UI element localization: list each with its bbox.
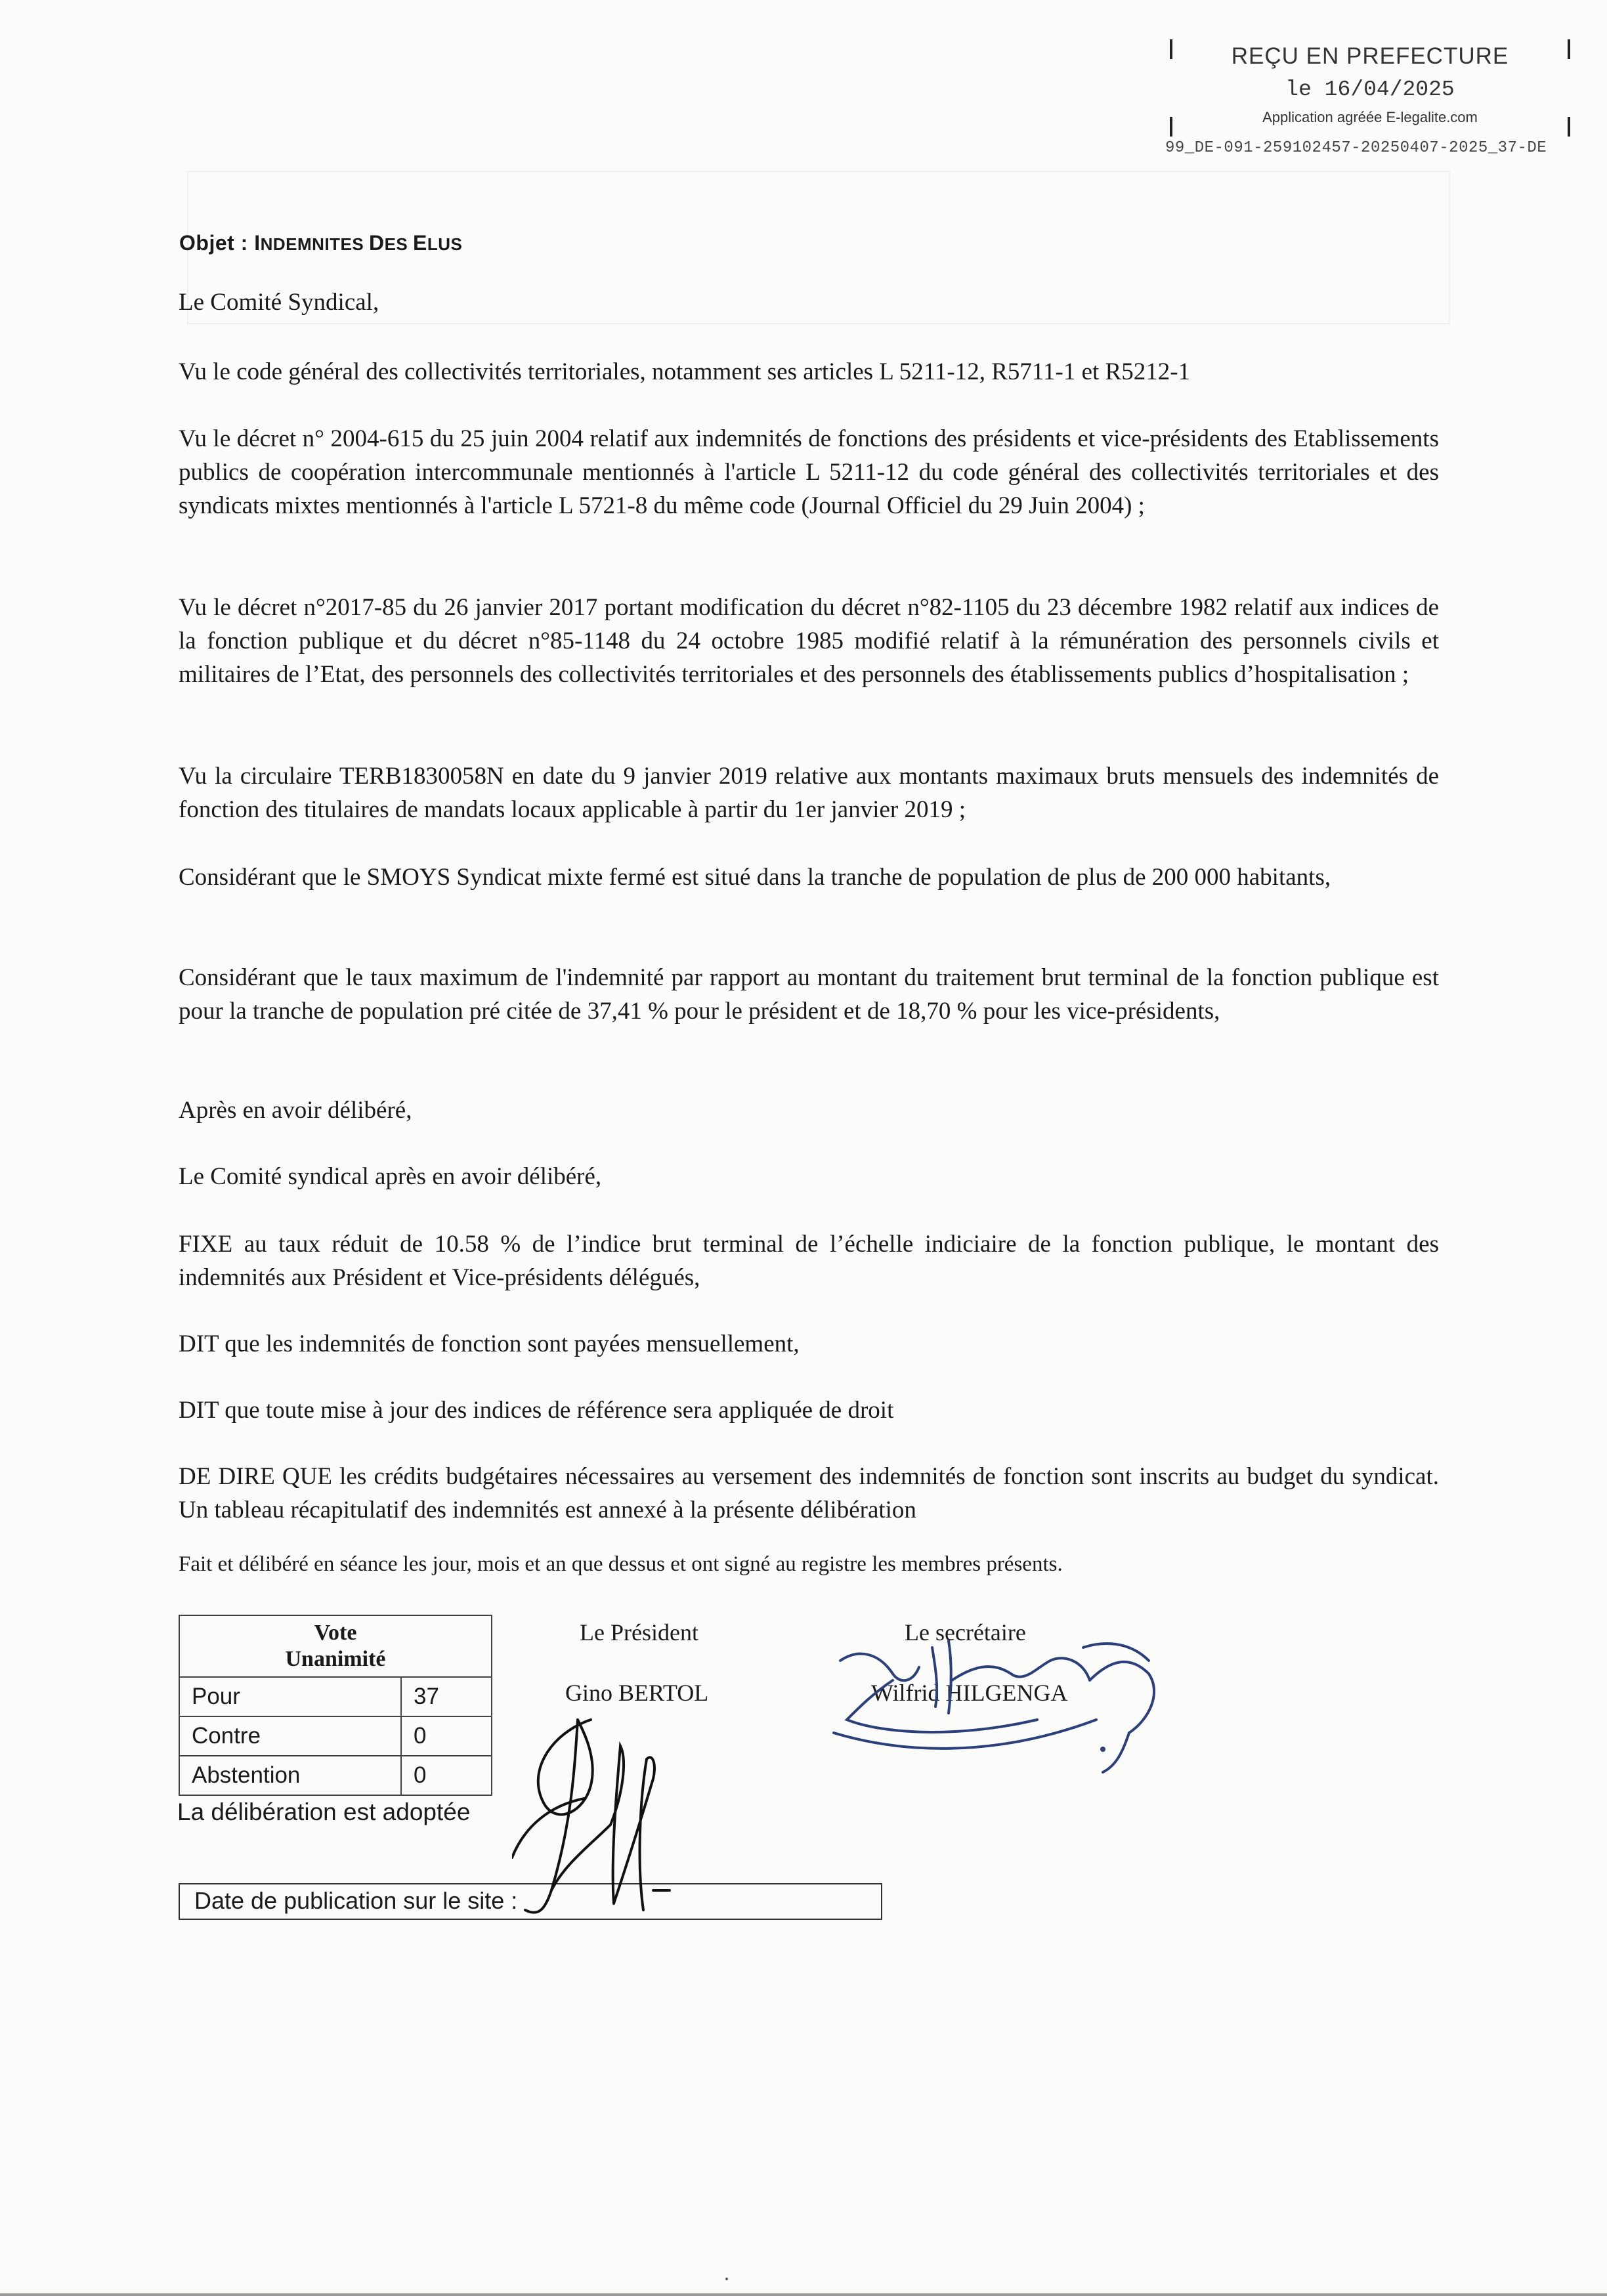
objet-prefix: Objet : (179, 231, 255, 255)
paragraph-de-dire: DE DIRE QUE les crédits budgétaires nécessaires au versement des indemnités de fonction sont inscrits au budget du syndicat. Un tableau récapitulatif des indemnités est annexé à la présente délibération (179, 1463, 1439, 1523)
vote-table (179, 1615, 492, 1796)
page-bottom-edge (0, 2293, 1607, 2296)
paragraph-vu-circulaire: Vu la circulaire TERB1830058N en date du 9 janvier 2019 relative aux montants maximaux bruts mensuels des indemnités de fonction des titulaires de mandats locaux applicable à partir du 1er janvier 2019 ; (179, 763, 1439, 823)
stamp-title: REÇU EN PREFECTURE (1231, 43, 1509, 69)
table-row (179, 1677, 492, 1716)
president-name: Gino BERTOL (565, 1680, 709, 1706)
paragraph-apres-deliberation: Après en avoir délibéré, (179, 1097, 412, 1124)
vote-value-contre: 0 (401, 1716, 492, 1756)
vote-value-pour: 37 (401, 1677, 492, 1716)
paragraph-vu-decret-2004: Vu le décret n° 2004-615 du 25 juin 2004 relatif aux indemnités de fonctions des présidents et vice-présidents des Etablissements publics de coopération intercommunale mentionnés à l'article L 5211-12 du code général des collectivités territoriales et des syndicats mixtes mentionnés à l'article L 5721-8 du même code (Journal Officiel du 29 Juin 2004) ; (179, 425, 1439, 519)
paragraph-vu-decret-2017: Vu le décret n°2017-85 du 26 janvier 2017 portant modification du décret n°82-1105 du 23 décembre 1982 relatif aux indices de la fonction publique et du décret n°85-1148 du 24 octobre 1985 modifié relatif à la rémunération des personnels civils et militaires de l’Etat, des personnels des collectivités territoriales et des personnels des établissements publics d’hospitalisation ; (179, 594, 1439, 688)
paragraph-considerant-taux: Considérant que le taux maximum de l'indemnité par rapport au montant du traitement brut terminal de la fonction publique est pour la tranche de population pré citée de 37,41 % pour le président et de 18,70 % pour les vice-présidents, (179, 964, 1439, 1025)
vote-label-contre: Contre (179, 1716, 401, 1756)
president-signature (512, 1693, 761, 1936)
table-row (179, 1756, 492, 1795)
table-row (179, 1716, 492, 1756)
paragraph-vu-code: Vu le code général des collectivités territoriales, notamment ses articles L 5211-12, R5711-1 et R5212-1 (179, 358, 1191, 385)
secretary-title: Le secrétaire (905, 1619, 1026, 1646)
secretary-signature (821, 1621, 1175, 1779)
publication-label: Date de publication sur le site : (194, 1887, 518, 1914)
paragraph-considerant-population: Considérant que le SMOYS Syndicat mixte fermé est situé dans la tranche de population de plus de 200 000 habitants, (179, 864, 1331, 891)
stamp-reference: 99_DE-091-259102457-20250407-2025_37-DE (1165, 139, 1547, 157)
paragraph-intro: Le Comité Syndical, (179, 289, 379, 316)
stamp-date: le 16/04/2025 (1285, 77, 1455, 102)
paragraph-comite-delibere: Le Comité syndical après en avoir délibéré, (179, 1163, 602, 1190)
objet-subject: INDEMNITES DES ELUS (254, 231, 463, 255)
vote-header (179, 1615, 492, 1677)
page-mark (725, 2278, 728, 2280)
vote-label-pour: Pour (179, 1677, 401, 1716)
paragraph-dit-mise-a-jour: DIT que toute mise à jour des indices de référence sera appliquée de droit (179, 1397, 894, 1424)
vote-header-line1: Vote (314, 1621, 357, 1645)
secretary-name: Wilfrid HILGENGA (871, 1680, 1068, 1706)
vote-result: La délibération est adoptée (177, 1798, 471, 1825)
stamp-app: Application agréée E-legalite.com (1262, 109, 1478, 125)
president-title: Le Président (580, 1619, 698, 1646)
objet-heading (179, 231, 462, 255)
vote-value-abstention: 0 (401, 1756, 492, 1795)
paragraph-fixe: FIXE au taux réduit de 10.58 % de l’indice brut terminal de l’échelle indiciaire de la fonction publique, le montant des indemnités aux Président et Vice-présidents délégués, (179, 1231, 1439, 1291)
paragraph-fait-delibere: Fait et délibéré en séance les jour, mois et an que dessus et ont signé au registre les membres présents. (179, 1552, 1063, 1576)
vote-label-abstention: Abstention (179, 1756, 401, 1795)
vote-header-line2: Unanimité (285, 1647, 386, 1671)
prefecture-stamp (1170, 39, 1570, 138)
paragraph-dit-mensuel: DIT que les indemnités de fonction sont payées mensuellement, (179, 1330, 800, 1357)
